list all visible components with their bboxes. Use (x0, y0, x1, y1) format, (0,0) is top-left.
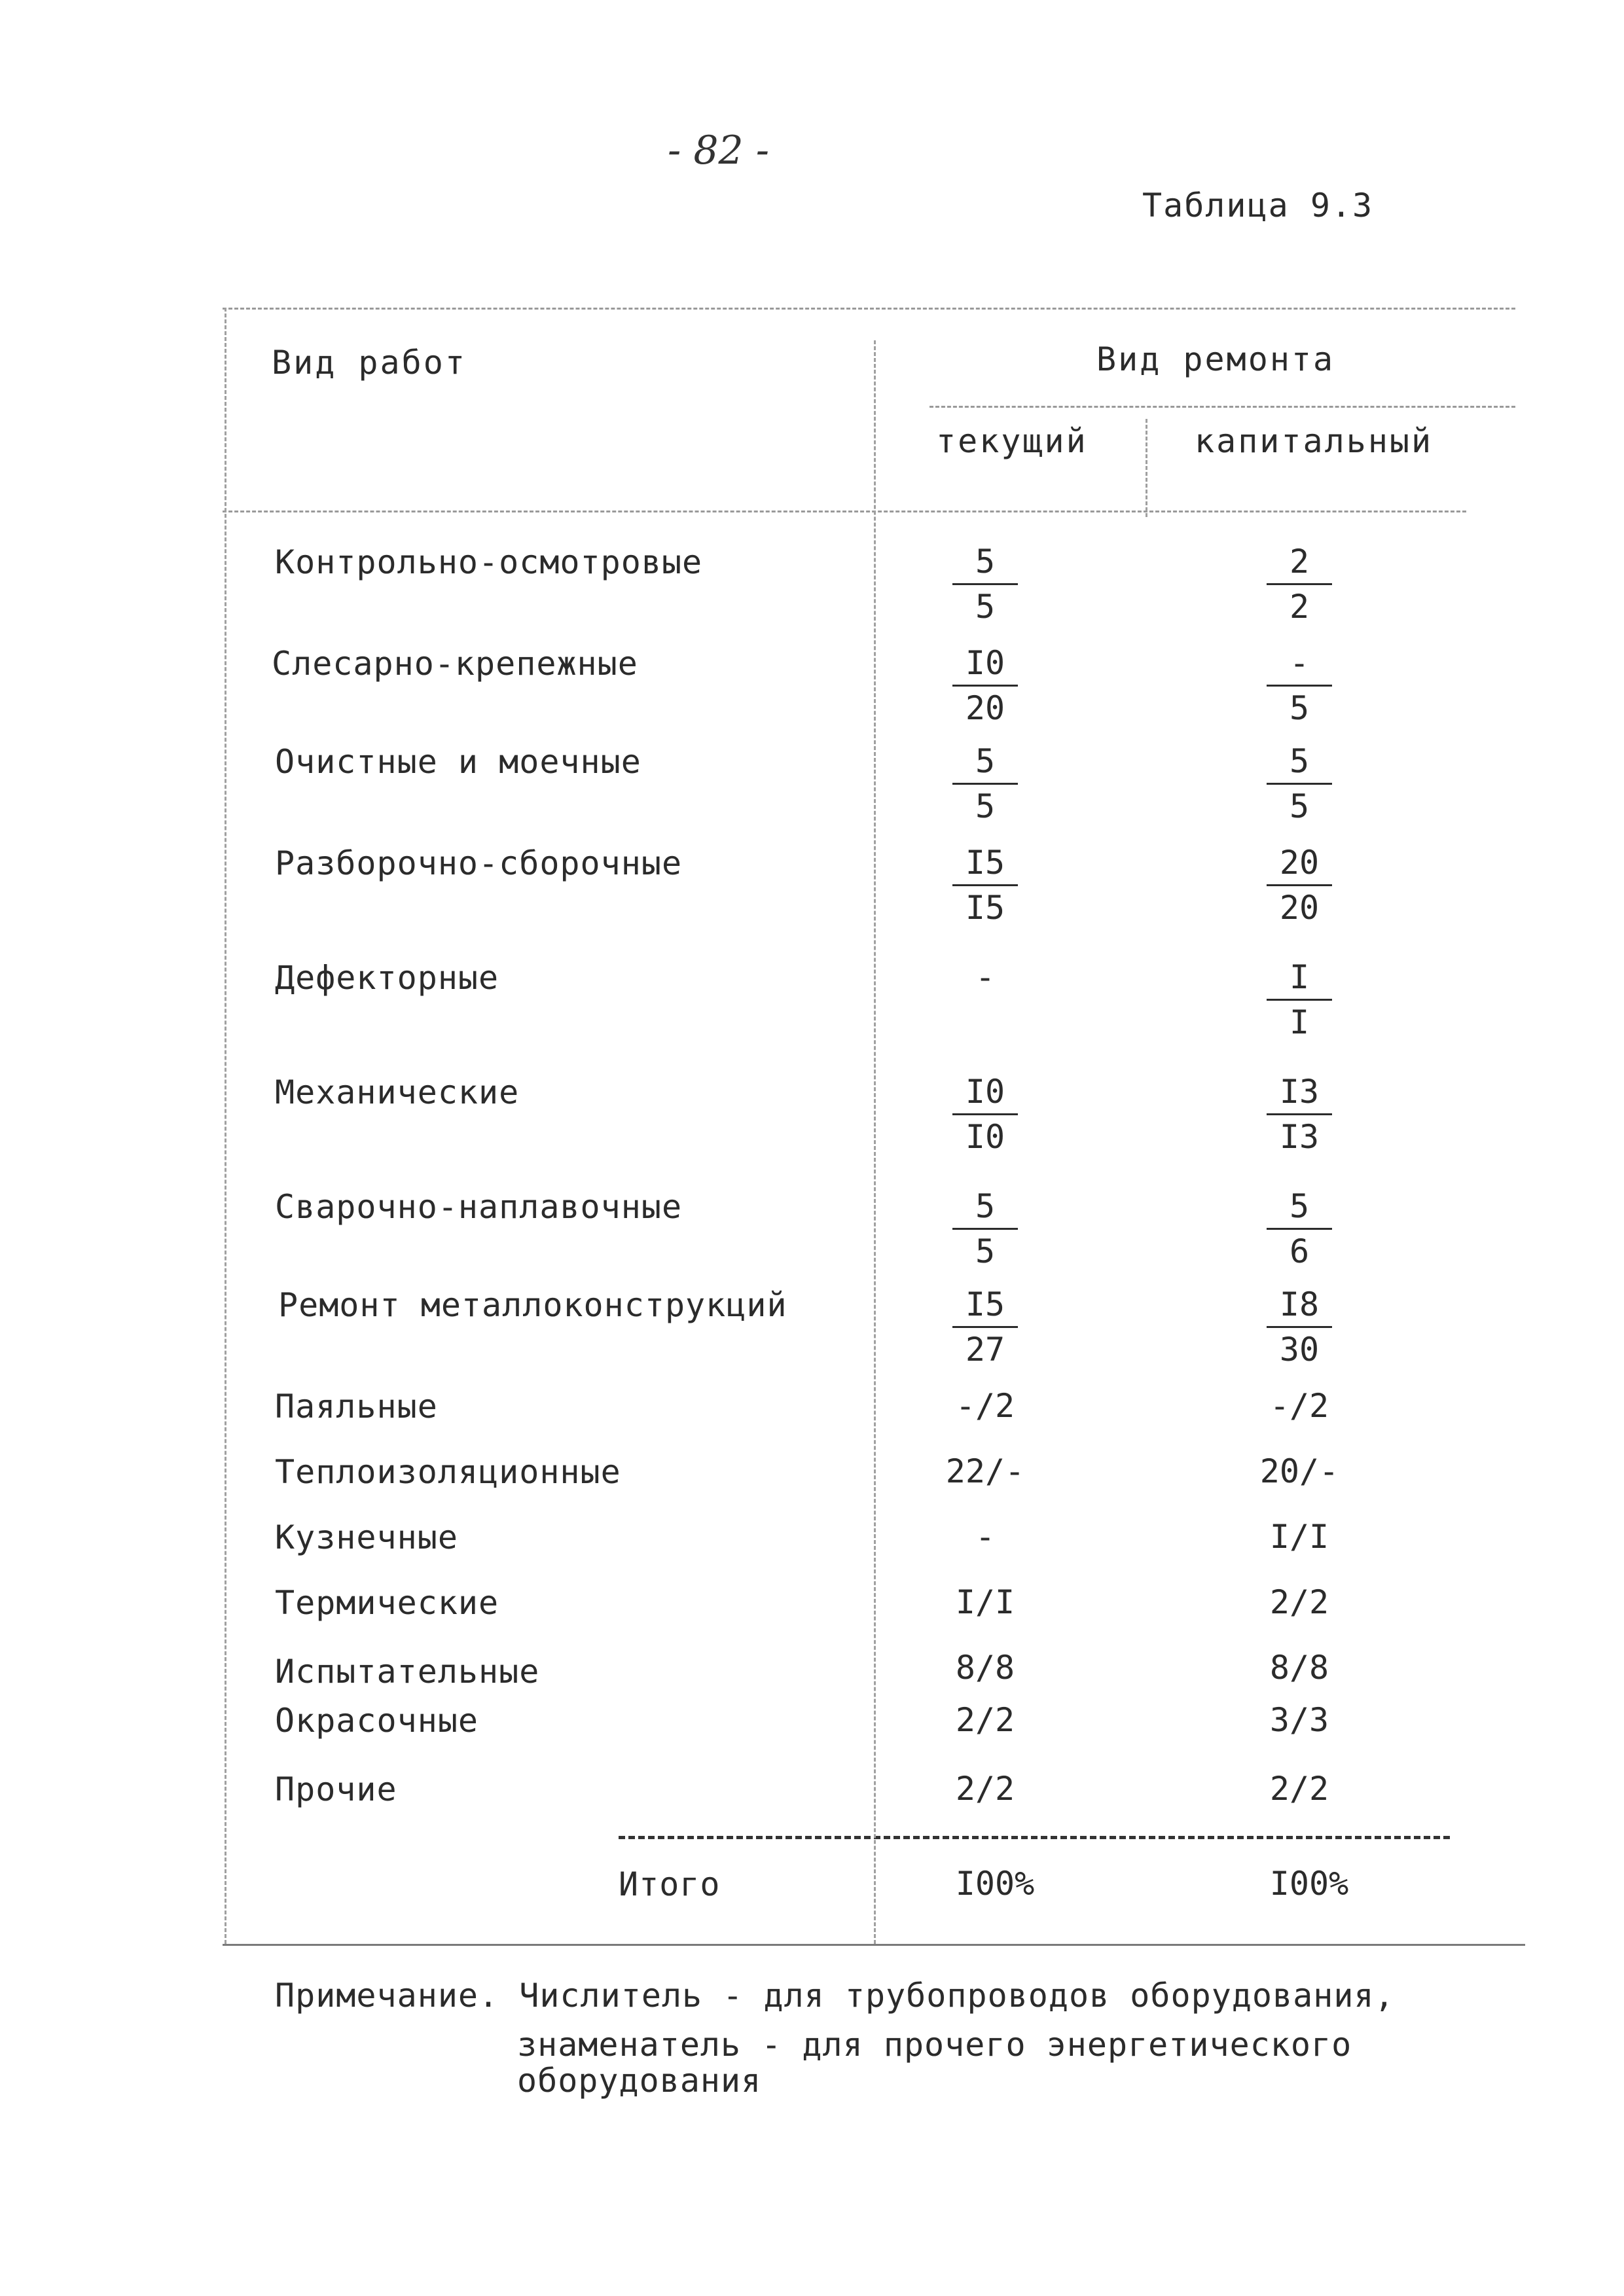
current-value-fraction: $\frac{I5}{27}$ (920, 1283, 1051, 1371)
note-line: оборудования (517, 2062, 762, 2100)
capital-value: 2/2 (1269, 1583, 1329, 1621)
capital-value: -/2 (1269, 1387, 1329, 1425)
row-label: Сварочно-наплавочные (275, 1188, 683, 1226)
row-label: Кузнечные (275, 1518, 458, 1556)
table-top-border (223, 308, 1515, 310)
row-label: Окрасочные (275, 1702, 479, 1740)
header-subdivider (929, 406, 1515, 408)
current-value: 2/2 (955, 1701, 1015, 1739)
total-current: I00% (955, 1865, 1035, 1903)
current-value-fraction: $\frac{I0}{I0}$ (920, 1070, 1051, 1158)
column-divider-repair (1146, 419, 1147, 517)
table-bottom-border (223, 1944, 1525, 1946)
current-value: 8/8 (955, 1649, 1015, 1687)
row-label: Ремонт металлоконструкций (278, 1286, 787, 1324)
total-label: Итого (619, 1865, 721, 1903)
current-value: I/I (955, 1583, 1015, 1621)
total-capital: I00% (1269, 1865, 1349, 1903)
row-label: Прочие (275, 1770, 397, 1808)
current-value-fraction: $\frac{5}{5}$ (920, 740, 1051, 828)
capital-value-fraction: $\frac{2}{2}$ (1234, 540, 1365, 628)
capital-value: 2/2 (1269, 1770, 1329, 1808)
row-label: Теплоизоляционные (275, 1453, 621, 1491)
row-label: Контрольно-осмотровые (275, 543, 703, 581)
capital-value: 8/8 (1269, 1649, 1329, 1687)
row-label: Испытательные (275, 1653, 540, 1691)
header-current: текущий (936, 422, 1088, 460)
row-label: Слесарно-крепежные (272, 645, 638, 683)
capital-value-fraction: $\frac{I}{I}$ (1234, 956, 1365, 1044)
total-divider (619, 1836, 1450, 1839)
capital-value-fraction: $\frac{5}{6}$ (1234, 1185, 1365, 1273)
current-value: 22/- (945, 1452, 1025, 1490)
header-bottom-border (223, 511, 1466, 512)
capital-value: 3/3 (1269, 1701, 1329, 1739)
row-label: Дефекторные (275, 959, 499, 997)
capital-value: 20/- (1259, 1452, 1339, 1490)
note-line: знаменатель - для прочего энергетического (517, 2026, 1352, 2064)
capital-value-fraction: $\frac{5}{5}$ (1234, 740, 1365, 828)
row-label: Разборочно-сборочные (275, 844, 683, 882)
capital-value-fraction: $\frac{I8}{30}$ (1234, 1283, 1365, 1371)
column-divider-main (874, 340, 876, 1944)
capital-value: I/I (1269, 1518, 1329, 1556)
capital-value-fraction: - 5 (1234, 641, 1365, 730)
note-line: Примечание. Числитель - для трубопроводов оборудования, (275, 1977, 1395, 2015)
header-work-type: Вид работ (272, 344, 467, 382)
current-value-fraction: $\frac{5}{5}$ (920, 540, 1051, 628)
page-number: - 82 - (668, 128, 770, 173)
capital-value-fraction: $\frac{I3}{I3}$ (1234, 1070, 1365, 1158)
current-value-fraction: $\frac{I0}{20}$ (920, 641, 1051, 730)
capital-value-fraction: $\frac{20}{20}$ (1234, 841, 1365, 929)
header-repair-type: Вид ремонта (1096, 340, 1335, 378)
row-label: Паяльные (275, 1388, 438, 1426)
current-value: - (975, 958, 996, 996)
row-label: Очистные и моечные (275, 743, 641, 781)
row-label: Механические (275, 1073, 520, 1111)
header-capital: капитальный (1195, 422, 1434, 460)
current-value-fraction: $\frac{5}{5}$ (920, 1185, 1051, 1273)
table-left-border (225, 308, 226, 1944)
current-value: - (975, 1518, 996, 1556)
current-value: -/2 (955, 1387, 1015, 1425)
current-value: 2/2 (955, 1770, 1015, 1808)
row-label: Термические (275, 1584, 499, 1622)
table-caption: Таблица 9.3 (1142, 187, 1374, 224)
current-value-fraction: $\frac{I5}{I5}$ (920, 841, 1051, 929)
